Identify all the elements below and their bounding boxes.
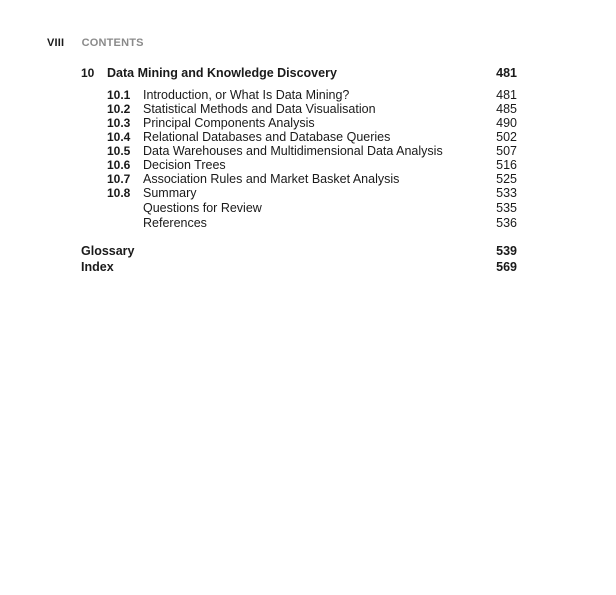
section-number: 10.8 (107, 186, 131, 200)
section-title: References (143, 216, 207, 230)
section-page: 536 (496, 216, 517, 230)
chapter-number: 10 (81, 66, 95, 80)
section-page: 481 (496, 88, 517, 102)
section-page: 535 (496, 201, 517, 215)
section-number: 10.7 (107, 172, 131, 186)
chapter-title: Data Mining and Knowledge Discovery (107, 66, 337, 80)
section-title: CONTENTS (81, 37, 144, 49)
section-title: Summary (143, 186, 197, 200)
page-folio: VIII (47, 37, 65, 49)
back-matter-page: 569 (496, 260, 517, 274)
section-title: Data Warehouses and Multidimensional Data Analysis (143, 144, 443, 158)
section-title: Decision Trees (143, 158, 226, 172)
section-number: 10.3 (107, 116, 131, 130)
section-title: Questions for Review (143, 201, 262, 215)
back-matter-page: 539 (496, 244, 517, 258)
section-number: 10.2 (107, 102, 131, 116)
section-page: 533 (496, 186, 517, 200)
section-number: 10.1 (107, 88, 131, 102)
running-head (47, 37, 144, 49)
section-page: 525 (496, 172, 517, 186)
section-number: 10.4 (107, 130, 131, 144)
section-page: 502 (496, 130, 517, 144)
section-number: 10.6 (107, 158, 131, 172)
back-matter-title: Glossary (81, 244, 135, 258)
section-page: 490 (496, 116, 517, 130)
section-title: Statistical Methods and Data Visualisation (143, 102, 376, 116)
chapter-page: 481 (496, 66, 517, 80)
section-page: 516 (496, 158, 517, 172)
section-title: Association Rules and Market Basket Analysis (143, 172, 400, 186)
section-title: Principal Components Analysis (143, 116, 315, 130)
section-page: 507 (496, 144, 517, 158)
back-matter-title: Index (81, 260, 114, 274)
section-title: Relational Databases and Database Queries (143, 130, 391, 144)
section-title: Introduction, or What Is Data Mining? (143, 88, 350, 102)
section-number: 10.5 (107, 144, 131, 158)
section-page: 485 (496, 102, 517, 116)
